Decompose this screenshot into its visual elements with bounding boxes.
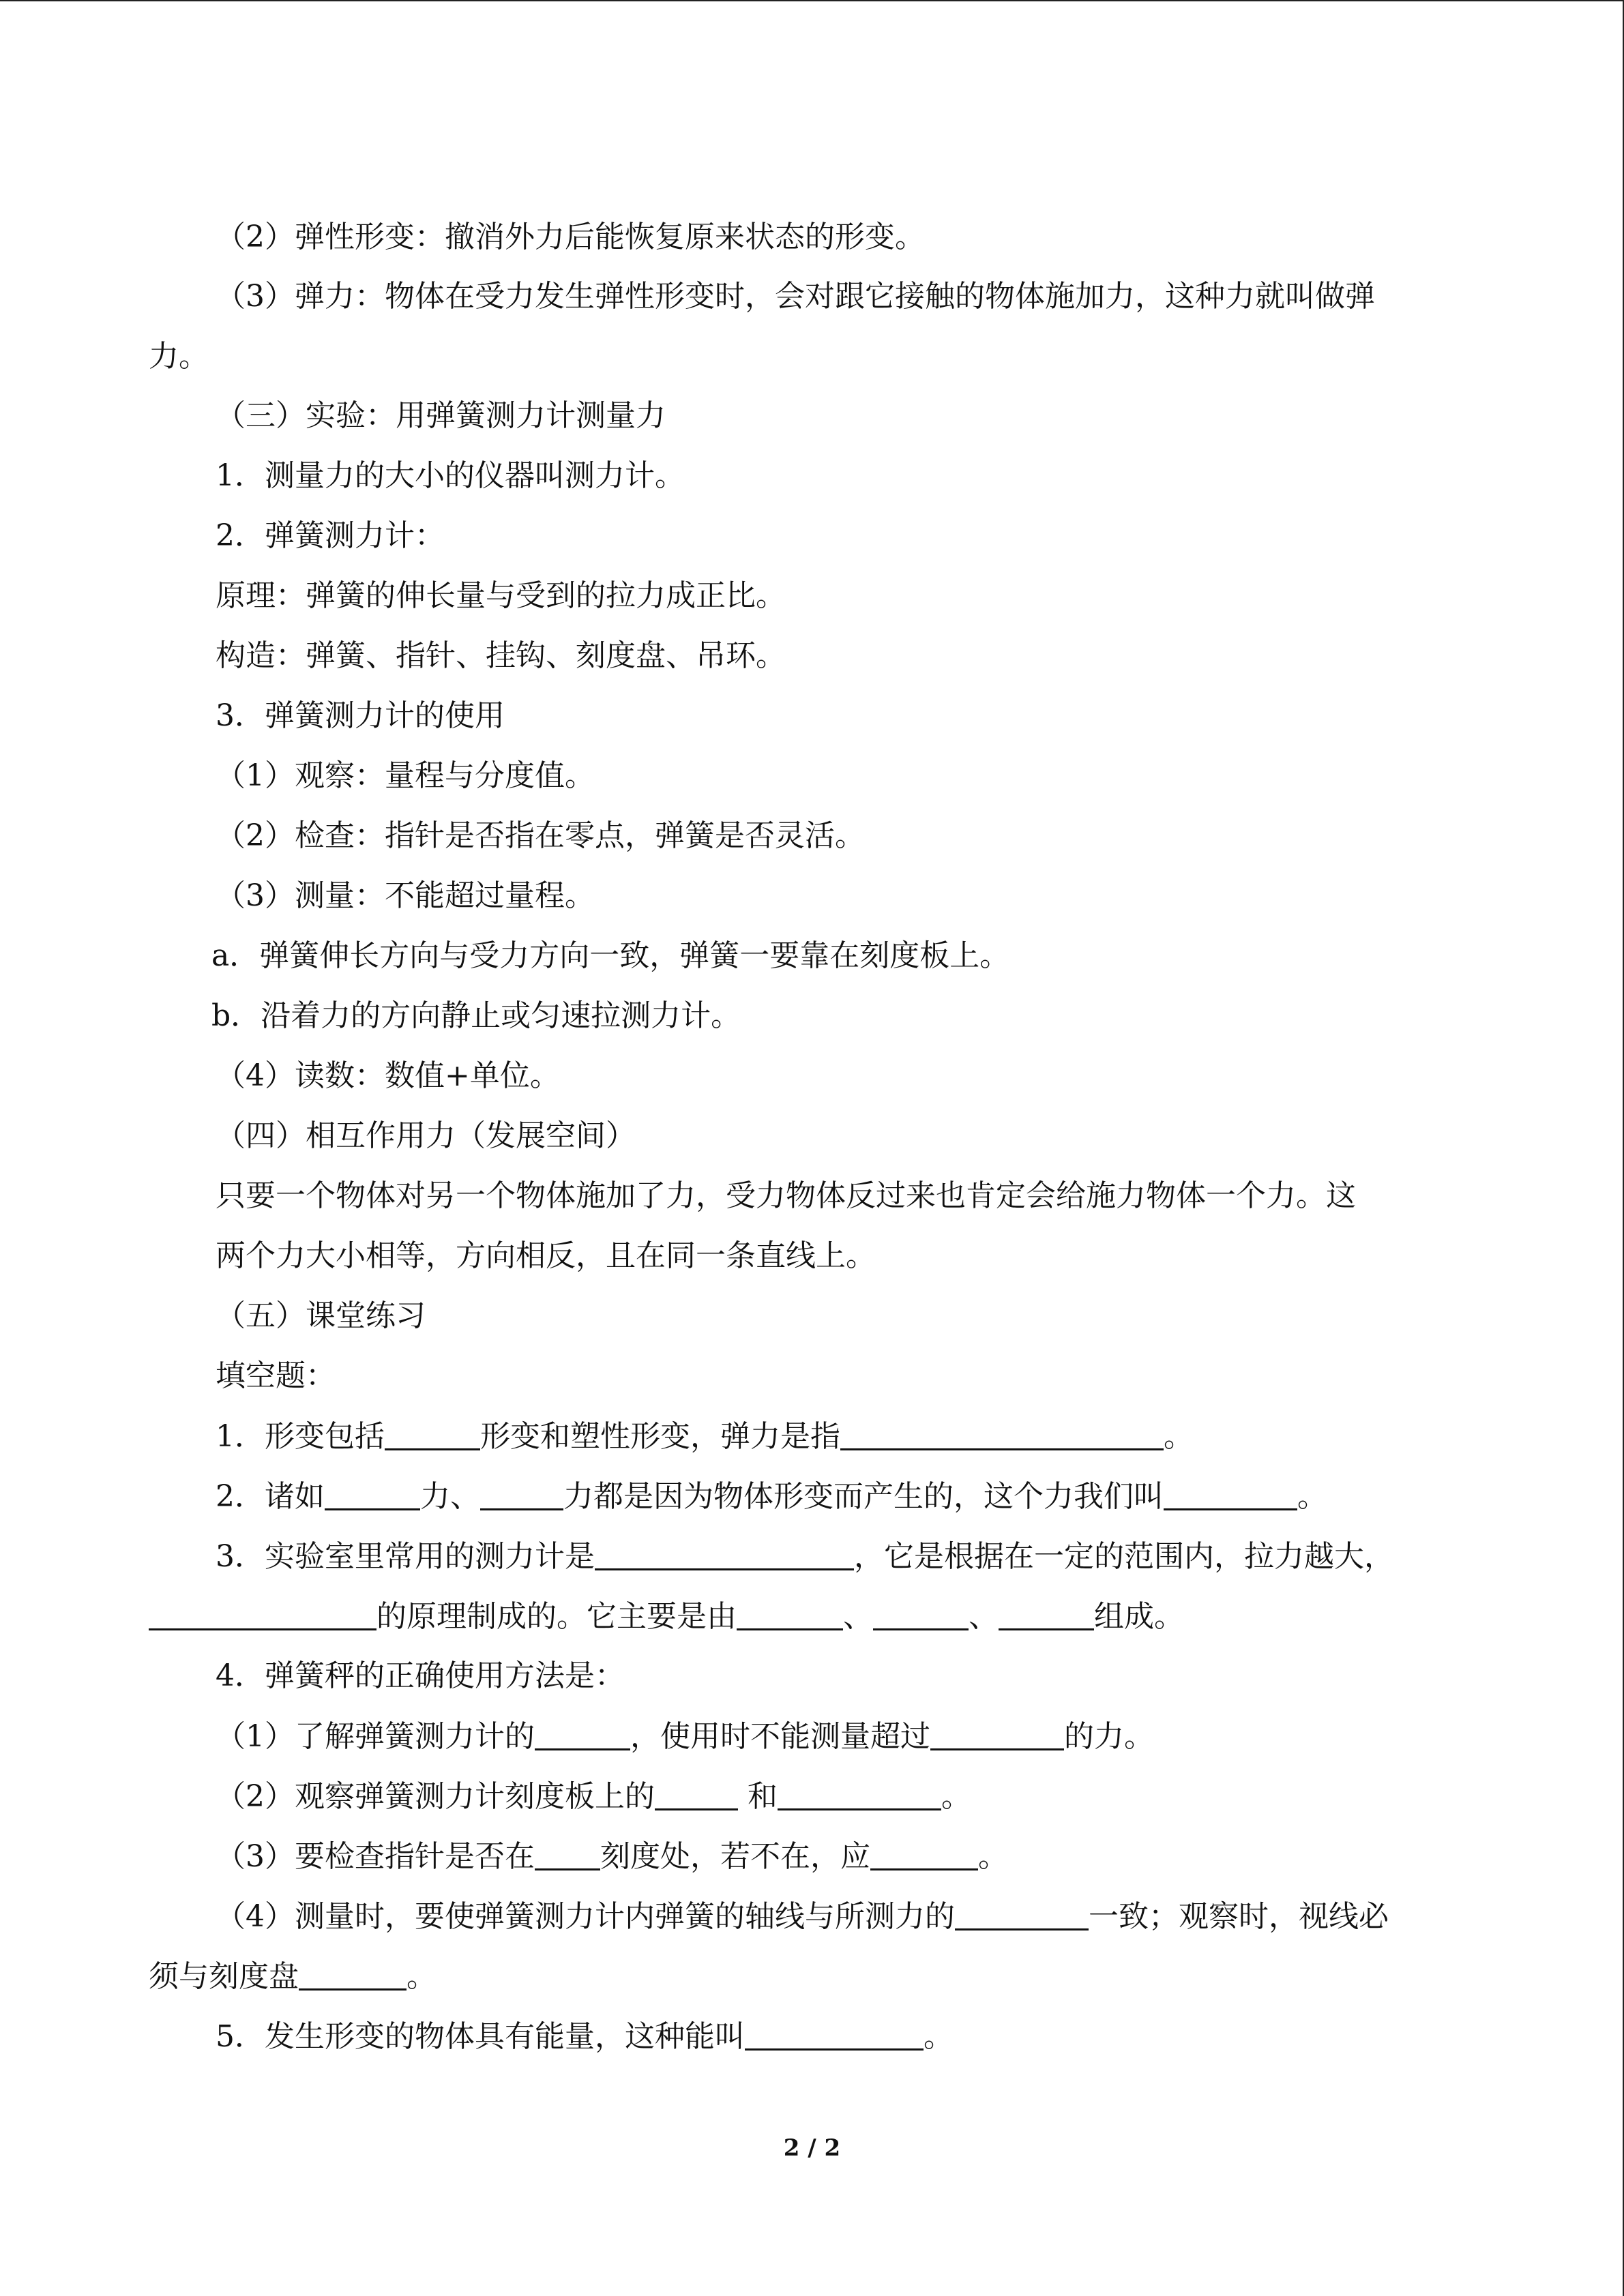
answer-blank[interactable] — [1164, 1476, 1297, 1510]
answer-blank[interactable] — [737, 1596, 843, 1630]
question-text: 须与刻度盘 — [149, 1959, 299, 1994]
text-line: （3）弹力：物体在受力发生弹性形变时，会对跟它接触的物体施加力，这种力就叫做弹 — [216, 279, 1375, 314]
question-text: 。 — [978, 1839, 1008, 1874]
question-text: 一致；观察时，视线必 — [1089, 1899, 1389, 1934]
text-line: （3）测量：不能超过量程。 — [216, 878, 595, 913]
answer-blank[interactable] — [595, 1536, 854, 1570]
text-line: 原理：弹簧的伸长量与受到的拉力成正比。 — [216, 578, 786, 613]
question-text: 。 — [1297, 1479, 1327, 1514]
answer-blank[interactable] — [535, 1836, 600, 1870]
answer-blank[interactable] — [325, 1476, 420, 1510]
question-text: 3．实验室里常用的测力计是 — [216, 1539, 595, 1574]
question-text: 、 — [843, 1599, 873, 1634]
text-line: （1）观察：量程与分度值。 — [216, 758, 595, 793]
text-line: 2．弹簧测力计： — [216, 518, 445, 553]
question-text: （3）要检查指针是否在 — [216, 1839, 535, 1874]
text-line: 3．弹簧测力计的使用 — [216, 698, 505, 733]
question-text: 和 — [738, 1779, 778, 1814]
question-text: （2）观察弹簧测力计刻度板上的 — [216, 1779, 655, 1814]
question-3-line-2 — [149, 1596, 1184, 1637]
answer-blank[interactable] — [930, 1716, 1064, 1750]
answer-blank[interactable] — [480, 1476, 563, 1510]
question-text: （1）了解弹簧测力计的 — [216, 1719, 535, 1754]
page-number: 2 / 2 — [783, 2134, 841, 2162]
section-heading: （五）课堂练习 — [216, 1298, 426, 1333]
question-4-item-1 — [216, 1716, 1154, 1757]
text-line: （2）弹性形变：撤消外力后能恢复原来状态的形变。 — [216, 220, 925, 254]
answer-blank[interactable] — [870, 1836, 978, 1870]
question-text: 。 — [924, 2019, 954, 2054]
answer-blank[interactable] — [149, 1596, 377, 1630]
answer-blank[interactable] — [873, 1596, 969, 1630]
question-text: 1．形变包括 — [216, 1419, 385, 1454]
text-line: 两个力大小相等，方向相反，且在同一条直线上。 — [216, 1238, 876, 1273]
question-text: 的力。 — [1064, 1719, 1154, 1754]
question-text: ，它是根据在一定的范围内，拉力越大， — [854, 1539, 1394, 1574]
question-text: 。 — [1164, 1419, 1194, 1454]
answer-blank[interactable] — [778, 1776, 941, 1810]
question-4-item-4-continued — [149, 1956, 437, 1997]
question-text: ，使用时不能测量超过 — [630, 1719, 930, 1754]
text-line: a．弹簧伸长方向与受力方向一致，弹簧一要靠在刻度板上。 — [211, 938, 1010, 973]
question-4-item-3 — [216, 1836, 1008, 1877]
text-line: b．沿着力的方向静止或匀速拉测力计。 — [211, 998, 741, 1033]
text-line: 只要一个物体对另一个物体施加了力，受力物体反过来也肯定会给施力物体一个力。这 — [216, 1178, 1356, 1213]
question-1 — [216, 1416, 1194, 1457]
question-text: 刻度处，若不在，应 — [600, 1839, 870, 1874]
section-heading: （四）相互作用力（发展空间） — [216, 1118, 636, 1153]
question-text: 力、 — [420, 1479, 480, 1514]
question-text: 。 — [407, 1959, 437, 1994]
answer-blank[interactable] — [655, 1776, 738, 1810]
answer-blank[interactable] — [535, 1716, 630, 1750]
question-4-item-2 — [216, 1776, 971, 1817]
text-line: 填空题： — [216, 1358, 336, 1393]
answer-blank[interactable] — [299, 1956, 407, 1991]
question-text: 、 — [969, 1599, 999, 1634]
text-line: （2）检查：指针是否指在零点，弹簧是否灵活。 — [216, 818, 865, 853]
text-line: 1．测量力的大小的仪器叫测力计。 — [216, 458, 685, 493]
question-text: 力都是因为物体形变而产生的，这个力我们叫 — [563, 1479, 1164, 1514]
question-text: 5．发生形变的物体具有能量，这种能叫 — [216, 2019, 745, 2054]
answer-blank[interactable] — [999, 1596, 1094, 1630]
text-line: 构造：弹簧、指针、挂钩、刻度盘、吊环。 — [216, 638, 786, 673]
question-text: 组成。 — [1094, 1599, 1184, 1634]
section-heading: （三）实验：用弹簧测力计测量力 — [216, 398, 666, 433]
answer-blank[interactable] — [385, 1416, 480, 1450]
question-3-line-1 — [216, 1536, 1394, 1577]
question-text: 的原理制成的。它主要是由 — [377, 1599, 737, 1634]
answer-blank[interactable] — [745, 2016, 924, 2051]
question-2 — [216, 1476, 1327, 1517]
question-text: 。 — [941, 1779, 971, 1814]
question-text: 2．诸如 — [216, 1479, 325, 1514]
question-text: 形变和塑性形变，弹力是指 — [480, 1419, 840, 1454]
answer-blank[interactable] — [955, 1896, 1089, 1930]
answer-blank[interactable] — [840, 1416, 1164, 1450]
question-4-title: 4．弹簧秤的正确使用方法是： — [216, 1658, 625, 1693]
text-line: 力。 — [149, 339, 209, 374]
text-line: （4）读数：数值+单位。 — [216, 1058, 560, 1093]
question-5 — [216, 2016, 954, 2057]
question-4-item-4 — [216, 1896, 1389, 1937]
question-text: （4）测量时，要使弹簧测力计内弹簧的轴线与所测力的 — [216, 1899, 955, 1934]
